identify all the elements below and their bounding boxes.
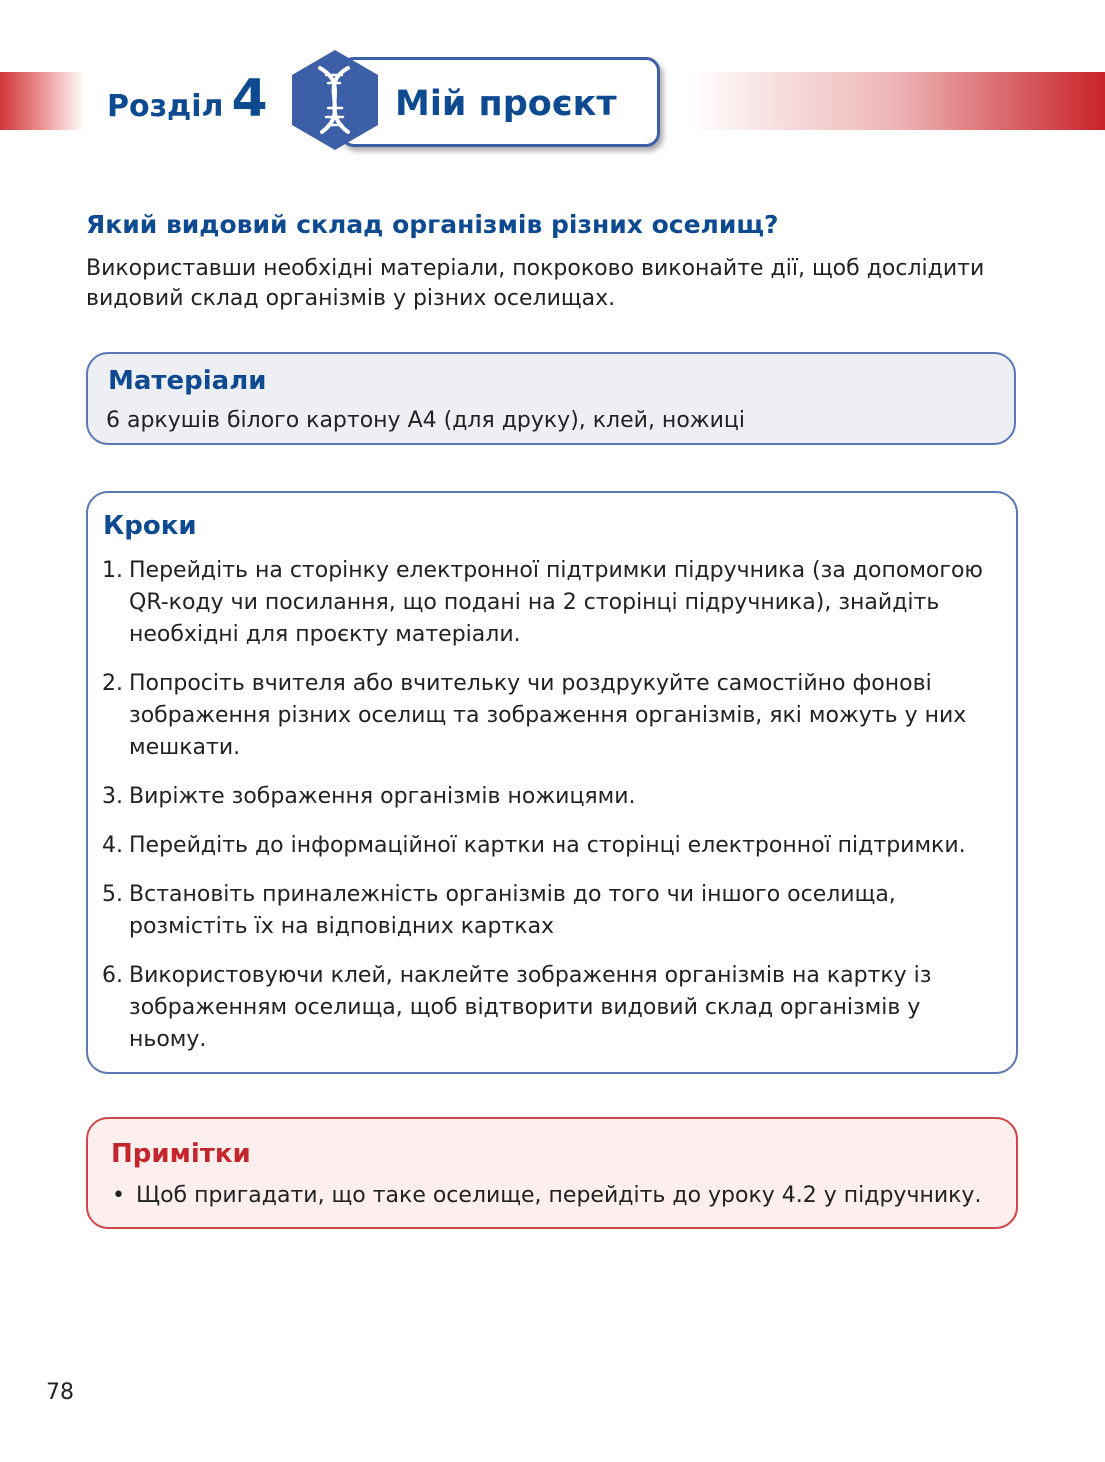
step-text: Перейдіть на сторінку електронної підтримки підручника (за допомогою QR-коду чи посилання, що подані на 2 сторінці підручника), знайдіть необхідні для проєкту матеріали. [129, 558, 983, 647]
bullet-icon: • [112, 1183, 125, 1208]
section-label [107, 69, 268, 129]
step-number: 1. [102, 558, 123, 583]
step-number: 2. [102, 671, 123, 696]
steps-box [86, 491, 1018, 1074]
dna-icon [290, 48, 380, 152]
step-item [102, 781, 997, 813]
page-number: 78 [46, 1380, 74, 1405]
step-item [102, 879, 997, 943]
step-number: 4. [102, 833, 123, 858]
steps-heading: Кроки [103, 511, 197, 541]
question-heading: Який видовий склад організмів різних оселищ? [86, 210, 779, 239]
materials-text: 6 аркушів білого картону А4 (для друку), клей, ножиці [106, 408, 745, 433]
notes-heading: Примітки [111, 1139, 251, 1169]
step-item [102, 830, 997, 862]
notes-text: Щоб пригадати, що таке оселище, перейдіть до уроку 4.2 у підручнику. [136, 1183, 982, 1208]
materials-box [86, 352, 1016, 445]
page-title: Мій проєкт [395, 84, 617, 124]
section-number: 4 [231, 69, 268, 129]
section-word: Розділ [107, 89, 224, 124]
materials-heading: Матеріали [108, 366, 267, 396]
step-text: Виріжте зображення організмів ножицями. [129, 784, 636, 809]
step-text: Встановіть приналежність організмів до того чи іншого оселища, розмістіть їх на відповідних картках [129, 882, 896, 939]
step-item [102, 555, 997, 651]
intro-text: Використавши необхідні матеріали, покроково виконайте дії, щоб дослідити видовий склад організмів у різних оселищах. [86, 256, 985, 311]
step-text: Попросіть вчителя або вчительку чи роздрукуйте самостійно фонові зображення різних оселищ та зображення організмів, які можуть у них мешкати. [129, 671, 967, 760]
step-number: 5. [102, 882, 123, 907]
step-item [102, 960, 997, 1056]
notes-box [86, 1117, 1018, 1229]
notes-item [112, 1183, 981, 1208]
step-item [102, 668, 997, 764]
step-number: 3. [102, 784, 123, 809]
header-right-band [688, 72, 1105, 130]
steps-list [102, 555, 997, 1073]
step-text: Перейдіть до інформаційної картки на сторінці електронної підтримки. [129, 833, 966, 858]
header-left-band [0, 72, 85, 130]
step-text: Використовуючи клей, наклейте зображення організмів на картку із зображенням оселища, щоб відтворити видовий склад організмів у ньому. [129, 963, 932, 1052]
step-number: 6. [102, 963, 123, 988]
